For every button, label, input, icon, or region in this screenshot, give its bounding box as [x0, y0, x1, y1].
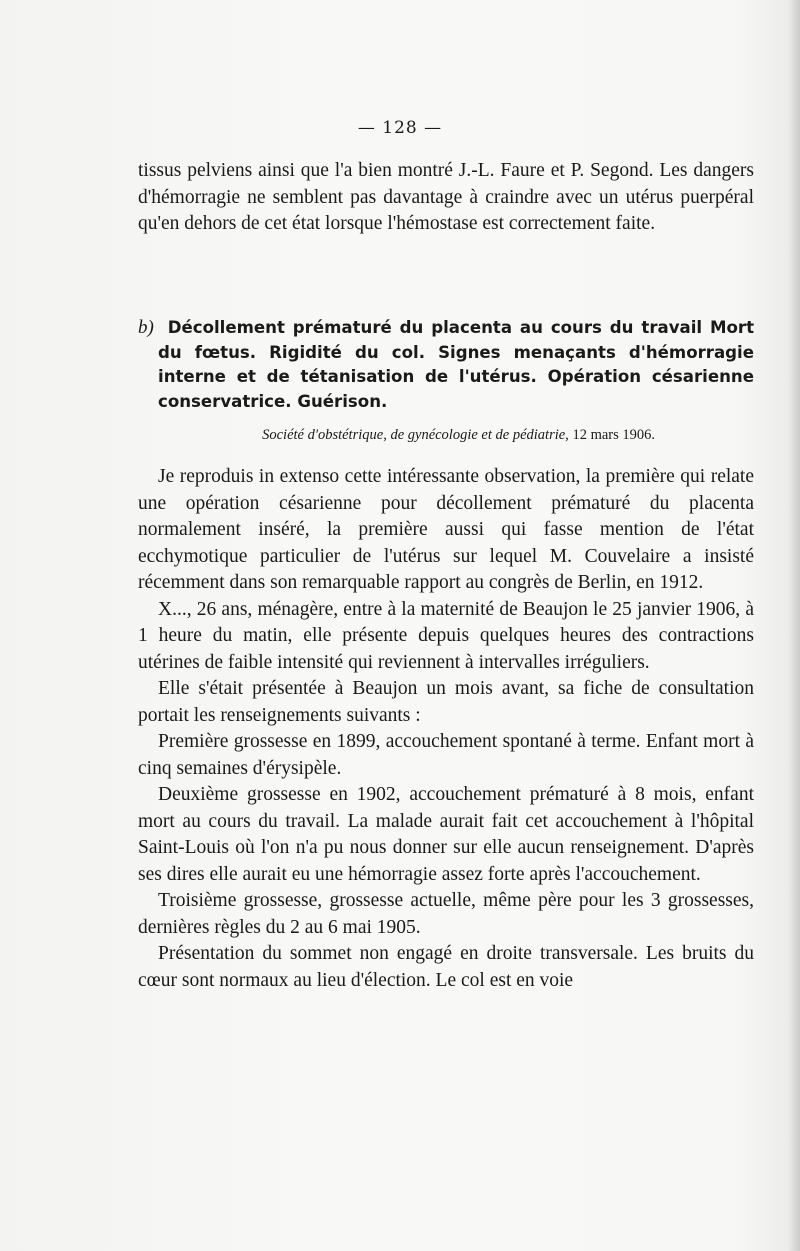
section-heading	[138, 316, 754, 414]
paragraph: Deuxième grossesse en 1902, accouchement prématuré à 8 mois, enfant mort au cours du travail. La malade aurait fait cet accouchement à l'hôpital Saint-Louis où l'on n'a pu nous donner sur elle aucun renseignement. D'après ses dires elle aurait eu une hémorragie assez forte après l'accouchement.	[138, 784, 754, 885]
paragraph: Je reproduis in extenso cette intéressante observation, la première qui relate une opération césarienne pour décollement prématuré du placenta normalement inséré, la première aussi qui fasse mention de l'état ecchymotique particulier de l'utérus sur lequel M. Couvelaire a insisté récemment dans son remarquable rapport au congrès de Berlin, en 1912.	[138, 466, 754, 593]
paragraph: Première grossesse en 1899, accouchement spontané à terme. Enfant mort à cinq semaines d'érysipèle.	[138, 731, 754, 779]
opening-paragraph: tissus pelviens ainsi que l'a bien montré J.-L. Faure et P. Segond. Les dangers d'hémorragie ne semblent pas davantage à craindre avec un utérus puerpéral qu'en dehors de cet état lorsque l'hémostase est correctement faite.	[138, 160, 754, 234]
source-society: Société d'obstétrique, de gynécologie et de pédiatrie,	[262, 427, 569, 443]
paragraph: X..., 26 ans, ménagère, entre à la maternité de Beaujon le 25 janvier 1906, à 1 heure du matin, elle présente depuis quelques heures des contractions utérines de faible intensité qui reviennent à intervalles irréguliers.	[138, 598, 754, 673]
paragraph: Troisième grossesse, grossesse actuelle, même père pour les 3 grossesses, dernières règles du 2 au 6 mai 1905.	[138, 890, 754, 938]
section-label: b)	[138, 317, 154, 338]
source-date: 12 mars 1906.	[572, 427, 655, 443]
paragraph: Présentation du sommet non engagé en droite transversale. Les bruits du cœur sont normaux au lieu d'élection. Le col est en voie	[138, 943, 754, 991]
opening-paragraph-block	[138, 158, 754, 238]
section-title: Décollement prématuré du placenta au cours du travail Mort du fœtus. Rigidité du col. Signes menaçants d'hémorragie interne et de tétanisation de l'utérus. Opération césarienne conservatrice. Guérison.	[158, 318, 755, 411]
paragraph: Elle s'était présentée à Beaujon un mois avant, sa fiche de consultation portait les renseignements suivants :	[138, 678, 754, 726]
source-citation	[215, 427, 655, 444]
observation-text	[138, 464, 754, 994]
page-number: — 128 —	[357, 118, 443, 138]
page-edge-shadow	[788, 0, 800, 1251]
